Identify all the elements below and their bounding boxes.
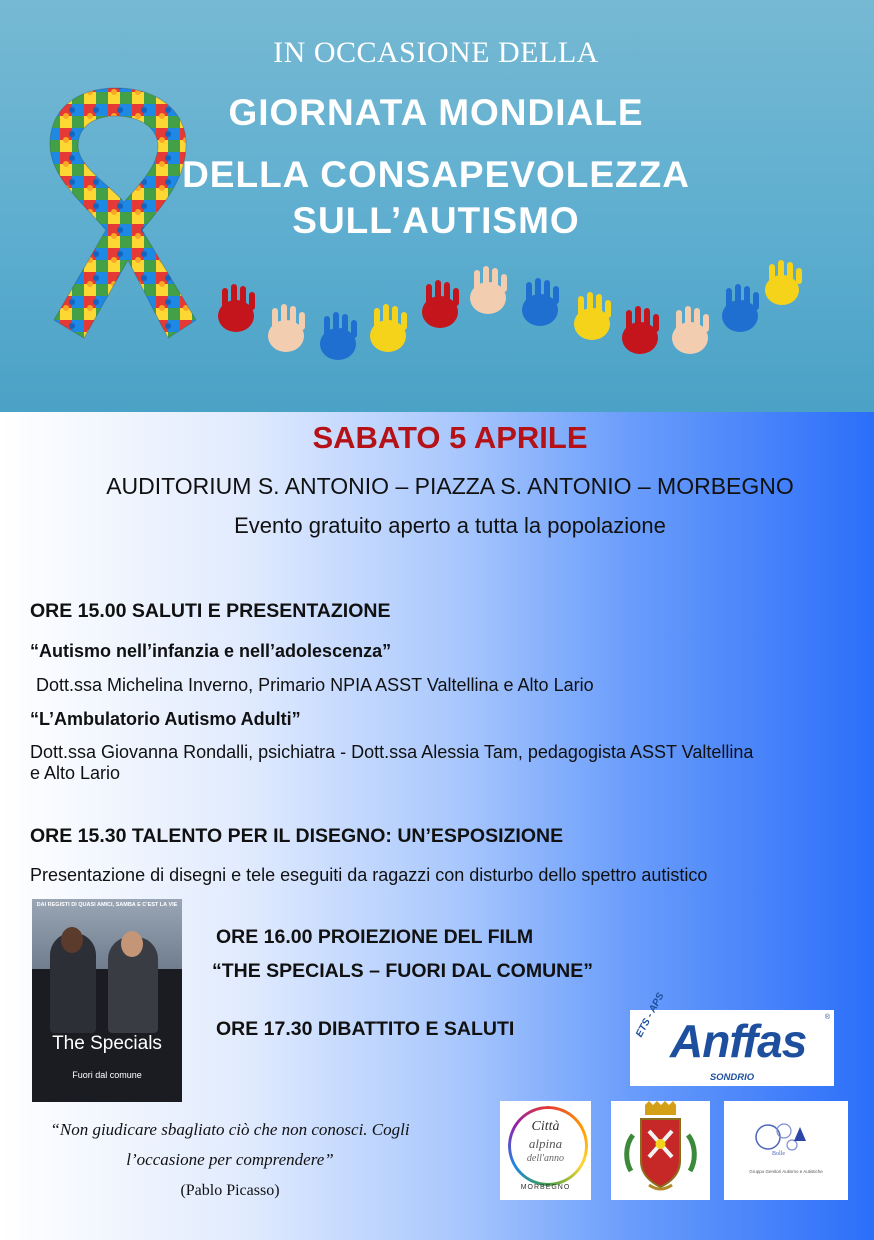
talk1-speaker: Dott.ssa Michelina Inverno, Primario NPIA ASST Valtellina e Alto Lario: [36, 675, 594, 695]
hand-peach-icon: [672, 306, 709, 354]
quote-line2: l’occasione per comprendere”: [126, 1150, 334, 1169]
hand-yellow-icon: [574, 292, 611, 340]
program-item3-film: “THE SPECIALS – FUORI DAL COMUNE”: [212, 960, 594, 982]
svg-text:Bolle: Bolle: [772, 1151, 785, 1157]
quote-author: (Pablo Picasso): [180, 1182, 280, 1199]
hand-blue-icon: [522, 278, 559, 326]
quote-line1: “Non giudicare sbagliato ciò che non conosci. Cogli: [50, 1120, 410, 1139]
anffas-ets-label: ETS - APS: [634, 991, 667, 1040]
colored-hands-icon: [196, 258, 816, 388]
citta-word1: Città: [531, 1119, 560, 1134]
parents-group-logo: [724, 1101, 848, 1200]
program-item2-heading: ORE 15.30 TALENTO PER IL DISEGNO: UN’ESPOSIZIONE: [30, 825, 564, 847]
poster-subtitle: Fuori dal comune: [72, 1070, 142, 1080]
citta-alpina-logo: [500, 1101, 591, 1200]
registered-icon: ®: [824, 1014, 830, 1021]
hand-red-icon: [622, 306, 659, 354]
poster-head-left: [61, 927, 83, 953]
anffas-wordmark: Anffas: [670, 1015, 807, 1067]
poster-title: The Specials: [52, 1033, 162, 1054]
talk2-speaker-line1: Dott.ssa Giovanna Rondalli, psichiatra - Dott.ssa Alessia Tam, pedagogista ASST Valtellina: [30, 742, 754, 762]
program-item3-heading: ORE 16.00 PROIEZIONE DEL FILM: [216, 926, 534, 948]
talk2-speaker-line2: e Alto Lario: [30, 763, 121, 783]
hand-peach-icon: [268, 304, 305, 352]
citta-word2: alpina: [528, 1136, 563, 1151]
hand-red-icon: [422, 280, 459, 328]
coat-of-arms-icon: [611, 1101, 710, 1200]
program-item4-heading: ORE 17.30 DIBATTITO E SALUTI: [216, 1018, 515, 1040]
header-kicker: IN OCCASIONE DELLA: [273, 36, 599, 69]
hand-yellow-icon: [765, 260, 802, 305]
hand-red-icon: [218, 284, 255, 332]
bubbles-icon: [724, 1101, 848, 1171]
poster-head-right: [121, 931, 143, 957]
anffas-city: SONDRIO: [709, 1072, 755, 1083]
municipal-coat-of-arms: [611, 1101, 710, 1200]
event-date: SABATO 5 APRILE: [312, 420, 588, 455]
hand-peach-icon: [470, 266, 507, 314]
program-item1-heading: ORE 15.00 SALUTI E PRESENTAZIONE: [30, 600, 391, 622]
anffas-logo: [630, 991, 834, 1086]
program-item2-text: Presentazione di disegni e tele eseguiti da ragazzi con disturbo dello spettro autistico: [30, 865, 708, 885]
header-title-line3: SULL’AUTISMO: [292, 200, 580, 241]
citta-town: MORBEGNO: [520, 1184, 571, 1191]
citta-word3: dell'anno: [526, 1153, 565, 1164]
parents-group-caption: Gruppo Genitori Autismo e Autistiche: [749, 1169, 823, 1174]
event-venue: AUDITORIUM S. ANTONIO – PIAZZA S. ANTONIO – MORBEGNO: [106, 473, 794, 499]
hand-blue-icon: [320, 312, 357, 360]
header-title-line1: GIORNATA MONDIALE: [228, 92, 644, 133]
event-note: Evento gratuito aperto a tutta la popolazione: [234, 513, 666, 538]
hand-blue-icon: [722, 284, 759, 332]
talk2-title: “L’Ambulatorio Autismo Adulti”: [30, 709, 301, 729]
header-banner: [0, 0, 874, 412]
hand-yellow-icon: [370, 304, 407, 352]
film-poster: [32, 899, 182, 1102]
poster-tagline: DAI REGISTI DI QUASI AMICI, SAMBA E C'EST LA VIE: [36, 902, 178, 908]
header-title-line2: DELLA CONSAPEVOLEZZA: [182, 154, 690, 195]
talk1-title: “Autismo nell’infanzia e nell’adolescenza”: [30, 641, 392, 661]
